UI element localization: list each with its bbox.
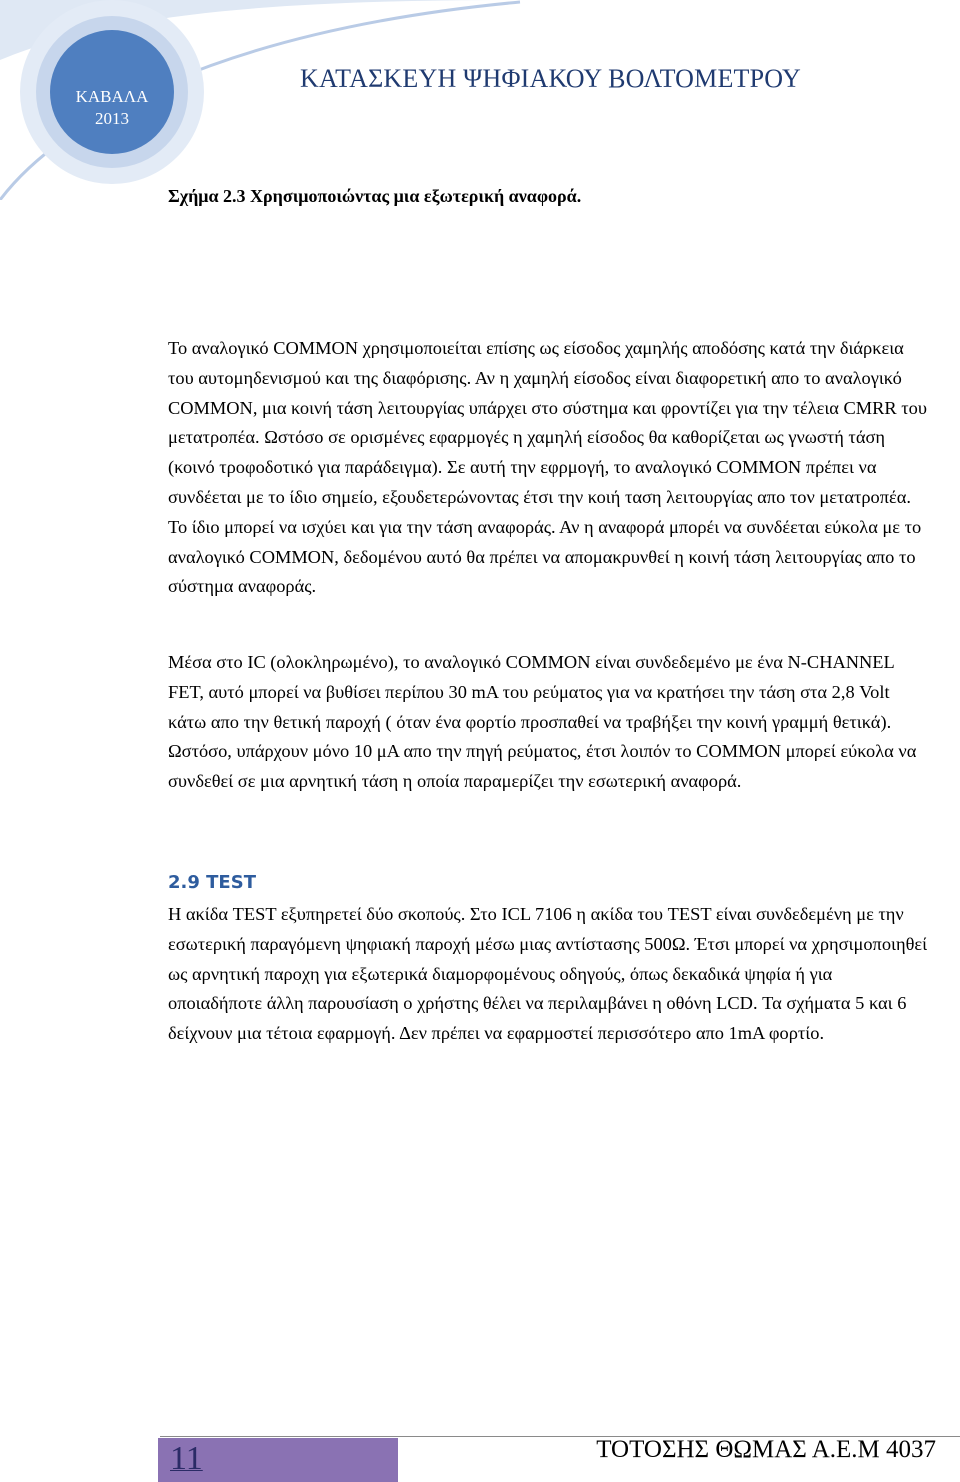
section-body-block [168, 900, 928, 1049]
paragraph-2-block [168, 648, 928, 797]
page-number: 11 [170, 1440, 203, 1477]
header-badge [52, 86, 172, 130]
badge-year: 2013 [95, 109, 129, 128]
paragraph: Μέσα στο IC (ολοκληρωμένο), το αναλογικό COMMON είναι συνδεδεμένο με ένα N-CHANNEL FET, αυτό μπορεί να βυθίσει περίπου 30 mA του ρεύματος για να κρατήσει την τάση στα 2,8 Volt κάτω απο την θετική παροχή ( όταν ένα φορτίο προσπαθεί να τραβήξει την κοινή γραμμή θετικά). Ωστόσο, υπάρχουν μόνο 10 μΑ απο την πηγή ρεύματος, έτσι λοιπόν το COMMON μπορεί εύκολα να συνδεθεί σε μια αρνητική τάση η οποία παραμερίζει την εσωτερική αναφορά. [168, 652, 917, 792]
section-body: Η ακίδα TEST εξυπηρετεί δύο σκοπούς. Στο ICL 7106 η ακίδα του TEST είναι συνδεδεμένη με την εσωτερική παραγόμενη ψηφιακή παροχή μέσω μιας αντίστασης 500Ω. Έτσι μπορεί να χρησιμοποιηθεί ως αρνητική παροχη για εξωτερικά διαμορφομένους οδηγούς, όπως δεκαδικά ψηφία ή για οποιαδήποτε άλλη παρουσίαση ο χρήστης θέλει να περιλαμβάνει η οθόνη LCD. Τα σχήματα 5 και 6 δείχνουν μια τέτοια εφαρμογή. Δεν πρέπει να εφαρμοστεί περισσότερο απο 1mA φορτίο. [168, 904, 928, 1044]
footer-author: ΤΟΤΟΣΗΣ ΘΩΜΑΣ Α.Ε.Μ 4037 [596, 1436, 936, 1463]
badge-city: ΚΑΒΑΛΑ [75, 87, 149, 106]
paragraph: Το αναλογικό COMMON χρησιμοποιείται επίσης ως είσοδος χαμηλής αποδόσης κατά την διάρκεια του αυτομηδενισμού και της διαφόρισης. Αν η χαμηλή είσοδος είναι διαφορετική απο το αναλογικό COMMON, μια κοινή τάση λειτουργίας υπάρχει στο σύστημα και φροντίζει για την τέλεια CMRR του μετατροπέα. Ωστόσο σε ορισμένες εφαρμογές η χαμηλή είσοδος θα καθορίζεται ως γνωστή τάση (κοινό τροφοδοτικό για παράδειγμα). Σε αυτή την εφρμογή, το αναλογικό COMMON πρέπει να συνδέεται με το ίδιο σημείο, εξουδετερώνοντας έτσι την κοιή ταση λειτουργίας απο τον μετατροπέα. Το ίδιο μπορεί να ισχύει και για την τάση αναφοράς. Αν η αναφορά μπορέι να συνδέεται εύκολα με το αναλογικό COMMON, δεδομένου αυτό θα πρέπει να απομακρυνθεί η κοινή τάση λειτουργίας απο το σύστημα αναφοράς. [168, 338, 927, 597]
paragraph-1-block [168, 334, 928, 602]
document-title: ΚΑΤΑΣΚΕΥΗ ΨΗΦΙΑΚΟΥ ΒΟΛΤΟΜΕΤΡΟΥ [300, 64, 801, 93]
section-heading: 2.9 TEST [168, 872, 256, 893]
page-number-box [158, 1438, 398, 1482]
figure-caption: Σχήμα 2.3 Χρησιμοποιώντας μια εξωτερική αναφορά. [168, 186, 582, 206]
